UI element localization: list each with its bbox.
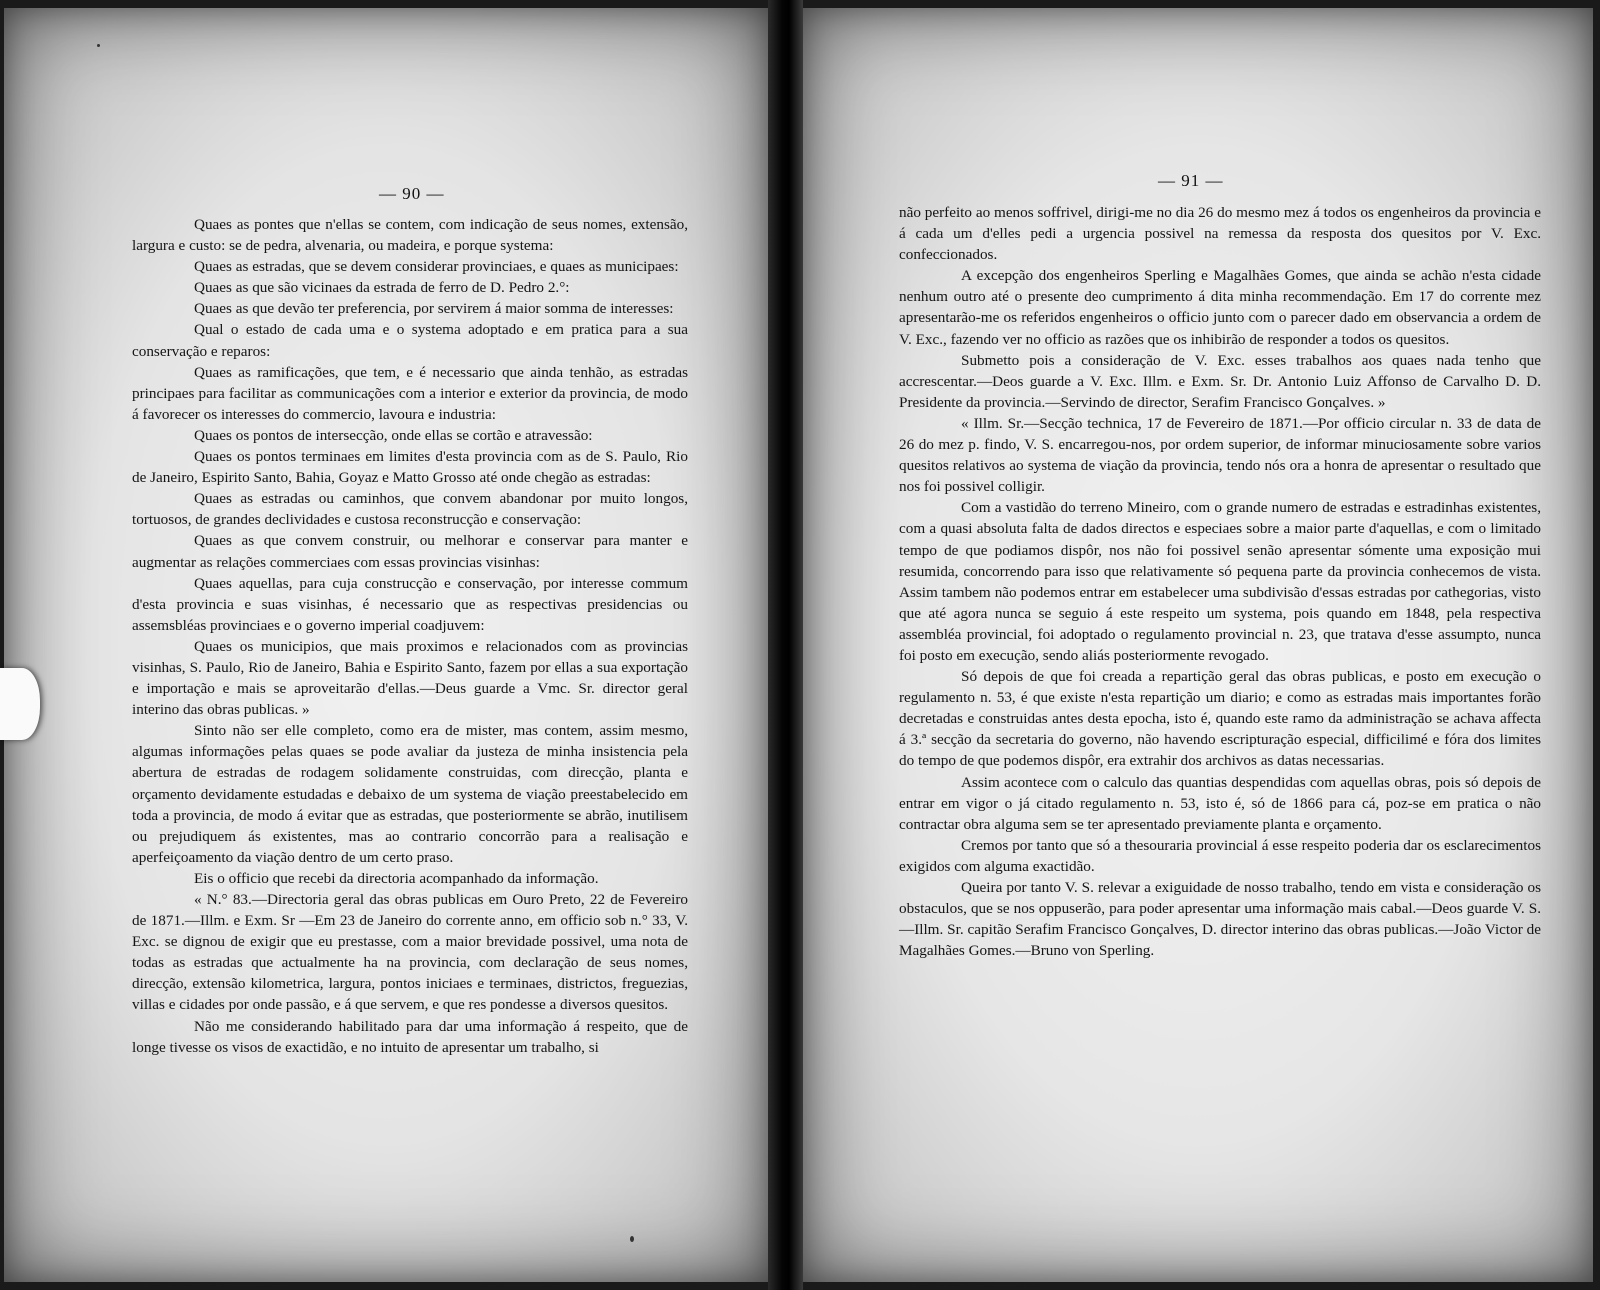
paragraph: Qual o estado de cada uma e o systema adoptado e em pratica para a sua conservação e reparos: (132, 321, 688, 360)
paragraph: não perfeito ao menos soffrivel, dirigi-me no dia 26 do mesmo mez á todos os engenheiros da provincia e á cada um d'elles pedi a urgencia possivel na remessa da resposta dos quesitos por V. Exc. confeccionados. (899, 204, 1541, 264)
paragraph: Quaes as ramificações, que tem, e é necessario que ainda tenhão, as estradas principaes para facilitar as communicações com a interior e exterior da provincia, de modo á favorecer os interesses do commercio, lavoura e industria: (132, 363, 688, 423)
book-gutter (768, 0, 803, 1290)
paragraph: Quaes os pontos terminaes em limites d'esta provincia com as de S. Paulo, Rio de Janeiro, Espirito Santo, Bahia, Goyaz e Matto Grosso até onde chegão as estradas: (132, 448, 688, 487)
paragraph: Quaes aquellas, para cuja construcção e conservação, por interesse commum d'esta provincia e suas visinhas, é necessario que as respectivas presidencias ou assemsbléas provinciaes e o governo imperial coadjuvem: (132, 574, 688, 634)
paragraph: Quaes os municipios, que mais proximos e relacionados com as provincias visinhas, S. Paulo, Rio de Janeiro, Bahia e Espirito Santo, fazem por ellas a sua exportação e importação e mais se aproveitarão d'ellas.—Deus guarde a Vmc. Sr. director geral interino das obras publicas. » (132, 637, 688, 719)
ink-speck (97, 44, 100, 47)
paragraph: Queira por tanto V. S. relevar a exiguidade de nosso trabalho, tendo em vista e consideração os obstaculos, que se nos oppuserão, para poder apresentar uma informação mais cabal.—Deos guarde V. S.—Illm. Sr. capitão Serafim Francisco Gonçalves, D. director interino das obras publicas.—João Victor de Magalhães Gomes.—Bruno von Sperling. (899, 879, 1541, 960)
page-body (899, 202, 1541, 961)
paragraph: Com a vastidão do terreno Mineiro, com o grande numero de estradas e estradinhas existentes, com a quasi absoluta falta de dados directos e especiaes sobre a maior parte d'aquellas, e com o limitado tempo de que podiamos dispôr, nos não foi possivel senão apresentar sómente uma exposição mui resumida, concorrendo para isso que relativamente só pequena parte da provincia conhecemos de vista. Assim tambem não podemos entrar em estabelecer uma subdivisão d'essas estradas por cathegorias, visto que até agora nunca se seguio á este respeito um systema, pois quando em 1848, pela respectiva assembléa provincial, foi adoptado o regulamento provincial n. 23, que tratava d'esse assumpto, nunca foi posto em execução, sendo aliás posteriormente revogado. (899, 499, 1541, 664)
page-body (132, 214, 688, 1058)
left-page (4, 8, 768, 1282)
paragraph: « N.° 83.—Directoria geral das obras publicas em Ouro Preto, 22 de Fevereiro de 1871.—Illm. e Exm. Sr —Em 23 de Janeiro do corrente anno, em officio sob n.° 33, V. Exc. se dignou de exigir que eu prestasse, com a maior brevidade possivel, uma nota de todas as estradas que actualmente ha na provincia, com declaração de seus nomes, direcção, extensão kilometrica, largura, pontos iniciaes e terminaes, districtos, freguezias, villas e cidades por onde passão, e á que servem, e que res pondesse a diversos quesitos. (132, 891, 688, 1014)
page-number: — 91 — (1158, 171, 1224, 190)
paragraph: A excepção dos engenheiros Sperling e Magalhães Gomes, que ainda se achão n'esta cidade nenhum outro até o presente deo cumprimento á dita minha recommendação. Em 17 do corrente mez apresentarão-me os referidos engenheiros o officio junto com o parecer dado em observancia a ordem de V. Exc., fazendo ver no officio as razões que os inhibirão de responder a todos os quesitos. (899, 267, 1541, 348)
paragraph: Quaes as que devão ter preferencia, por servirem á maior somma de interesses: (194, 300, 674, 318)
paragraph: Só depois de que foi creada a repartição geral das obras publicas, e posto em execução o regulamento n. 53, é que existe n'esta repartição um diario; e como as estradas mais importantes forão decretadas e construidas antes desta epocha, isto é, quando este ramo da administração se achava affecta á 3.ª secção da secretaria do governo, não havendo escripturação especial, difficilimé e fóra dos limites do tempo de que podemos dispôr, era extrahir dos archivos as datas necessarias. (899, 668, 1541, 770)
paragraph: Submetto pois a consideração de V. Exc. esses trabalhos aos quaes nada tenho que accrescentar.—Deos guarde a V. Exc. Illm. e Exm. Sr. Dr. Antonio Luiz Affonso de Carvalho D. D. Presidente da provincia.—Servindo de director, Serafim Francisco Gonçalves. » (899, 351, 1541, 411)
paragraph: Cremos por tanto que só a thesouraria provincial á esse respeito poderia dar os esclarecimentos exigidos com alguma exactidão. (899, 836, 1541, 875)
ink-speck (630, 1236, 634, 1242)
page-tab-marker (0, 668, 40, 740)
paragraph: « Illm. Sr.—Secção technica, 17 de Fevereiro de 1871.—Por officio circular n. 33 de data de 26 do mez p. findo, V. S. encarregou-nos, por ordem superior, de informar minuciosamente sobre varios quesitos relativos ao systema de viação da provincia, tendo nós ora a honra de apresentar o resultado que nos foi possivel colligir. (899, 414, 1541, 496)
paragraph: Quaes os pontos de intersecção, onde ellas se cortão e atravessão: (194, 426, 593, 444)
paragraph: Quaes as estradas, que se devem considerar provinciaes, e quaes as municipaes: (194, 258, 679, 276)
paragraph: Sinto não ser elle completo, como era de mister, mas contem, assim mesmo, algumas informações pelas quaes se pode avaliar da justeza de minha insistencia pela abertura de estradas de rodagem solidamente construidas, com direcção, planta e orçamento devidamente estudadas e debaixo de um systema de viação preestabelecido em toda a provincia, de modo á evitar que as estradas, que posteriormente se abrão, inutilisem ou prejudiquem ás existentes, mas ao contrario concorrão para a realisação e aperfeiçoamento da viação dentro de um certo praso. (132, 722, 688, 866)
page-number: — 90 — (379, 184, 445, 203)
paragraph: Quaes as estradas ou caminhos, que convem abandonar por muito longos, tortuosos, de grandes declividades e custosa reconstrucção e conservação: (132, 490, 688, 529)
paragraph: Quaes as que convem construir, ou melhorar e conservar para manter e augmentar as relações commerciaes com essas provincias visinhas: (132, 532, 688, 571)
paragraph: Eis o officio que recebi da directoria acompanhado da informação. (194, 869, 599, 887)
paragraph: Quaes as que são vicinaes da estrada de ferro de D. Pedro 2.°: (194, 279, 570, 297)
paragraph: Assim acontece com o calculo das quantias despendidas com aquellas obras, pois só depois de entrar em vigor o já citado regulamento n. 53, isto é, só de 1866 para cá, poz-se em pratica o não contractar obra alguma sem se ter apresentado previamente planta e orçamento. (899, 773, 1541, 833)
right-page (803, 8, 1593, 1282)
paragraph: Não me considerando habilitado para dar uma informação á respeito, que de longe tivesse os visos de exactidão, e no intuito de apresentar um trabalho, si (132, 1017, 688, 1056)
paragraph: Quaes as pontes que n'ellas se contem, com indicação de seus nomes, extensão, largura e custo: se de pedra, alvenaria, ou madeira, e porque systema: (132, 216, 688, 255)
